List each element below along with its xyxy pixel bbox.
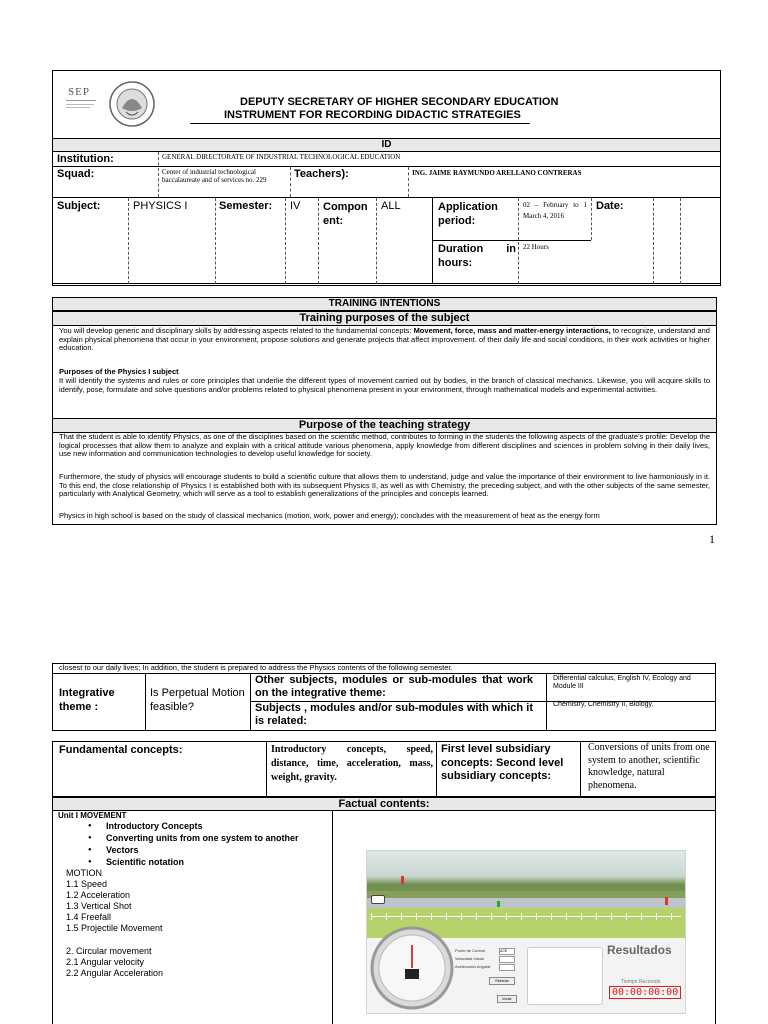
fundamental-label: Fundamental concepts: [59,744,183,756]
flag-icon [665,897,668,905]
list-item: ● Scientific notation [58,856,328,868]
duration-label: Duration in hours: [438,243,516,269]
squad-value: Center of industrial technological baccalaureate and of services no. 229 [162,168,267,184]
results-title: Resultados [607,943,672,957]
subsidiary-label: First level subsidiary concepts: Second level subsidiary concepts: [441,743,564,782]
strategy-heading [52,418,717,433]
id-table-grid [52,151,721,284]
flag-icon [401,876,404,884]
institution-value: GENERAL DIRECTORATE OF INDUSTRIAL TECHNOLOGICAL EDUCATION [162,153,401,161]
integrative-label: Integrative theme : [59,687,115,713]
factual-contents-list [58,811,328,979]
list-item: 1.5 Projectile Movement [66,923,163,933]
circular-title: 2. Circular movement [66,946,152,956]
field-label: Punto de Control [455,948,486,953]
semester-label: Semester: [219,200,273,212]
page-number: 1 [709,532,715,546]
related-value: Chemistry, Chemistry II, Biology. [553,701,654,708]
training-para1-a: You will develop generic and disciplinary skills by addressing aspects related to the fundamental concepts: [59,326,414,335]
factual-heading [52,797,716,811]
id-header [52,138,721,152]
date-label: Date: [596,200,624,212]
purposes-heading: Purposes of the Physics I subject [59,367,179,376]
subsidiary-value: Conversions of units from one system to another, scientific knowledge, natural phenomena. [588,742,710,791]
factual-heading-text: Factual contents: [338,798,430,810]
teachers-label: Teachers): [294,168,349,180]
car-icon [371,895,385,904]
list-item: 1.4 Freefall [66,912,112,922]
integrative-value: Is Perpetual Motion feasible? [150,687,245,713]
institution-label: Institution: [57,153,114,165]
list-item: 2.2 Angular Acceleration [66,968,164,978]
training-paragraph-1 [59,327,710,353]
start-button-label: Iniciar [502,997,512,1001]
subject-label: Subject: [57,200,101,212]
training-paragraph-5: Physics in high school is based on the study of classical mechanics (motion, work, power and energy); concludes with the measurement of heat as the energy form [59,512,600,520]
mexican-seal-icon [108,80,156,128]
field-label: Velocidad Inicial [455,956,484,961]
training-subheading [52,311,717,326]
speedometer-gauge [369,923,455,1013]
list-item: ● Converting units from one system to another [58,832,328,844]
training-heading-text: TRAINING INTENTIONS [328,298,441,309]
elapsed-time-label: Tiempo Recorrido [621,979,661,985]
results-panel [527,947,603,1005]
doc-title-2: INSTRUMENT FOR RECORDING DIDACTIC STRATEGIES [224,109,521,121]
motion-title: MOTION [66,868,102,878]
id-header-label: ID [381,139,392,150]
other-subjects-value: Differential calculus, English IV, Ecology and Module III [553,675,691,690]
sep-logo [60,78,160,130]
application-label: Application period: [438,201,498,227]
unit-bullets [58,820,328,868]
training-paragraph-3: That the student is able to identify Physics, as one of the disciplines based on the scientific method, contributes to forming in the students the following aspects of the graduate's profile: Develop the logical processes that allow them to analyze and explain with a critical attitude various phenomena, apply knowledge from different disciplines and sciences in problem solving in their daily lives, use new information and communication technologies to develop useful knowledge for society. [59,432,710,459]
subject-value: PHYSICS I [133,200,188,212]
reset-button[interactable] [489,977,515,985]
road [367,898,685,908]
training-para1-b: to recognize, understand and explain physical phenomena that occur in your environment, propose solutions and generate projects that affect improvement. of their daily life and social conditions, in their work activities or higher education. [59,326,710,353]
doc-title-1: DEPUTY SECRETARY OF HIGHER SECONDARY EDUCATION [240,96,559,108]
training-paragraph-2: It will identify the systems and rules or core principles that underlie the different types of movement carried out by bodies, in the branch of classical mechanics. Likewise, you will acquire skills to identify, pose, formulate and solve questions and/or problems related to physical phenomena present in your environment, through mathematical models and experimental activities. [59,376,710,394]
list-item: ● Vectors [58,844,328,856]
start-button[interactable] [497,995,517,1003]
application-value: 02 – February to 1 March 4, 2016 [523,201,587,220]
sep-logo-text: SEP [68,86,90,98]
sim-input[interactable] [499,964,515,971]
component-value: ALL [381,200,401,212]
training-paragraph-4: Furthermore, the study of physics will encourage students to build a scientific culture that allows them to understand, judge and value the importance of their environment to live harmoniously in it. To this end, the close relationship of Physics I is established both with its subsequent Physics II, as well as with Chemistry, the preceding subject, and with the other subjects of the same semester, particularly with Analytical Geometry, which will serve as a tool to establish generalizations of the principles and concepts learned. [59,472,710,499]
list-item: ● Introductory Concepts [58,820,328,832]
training-subheading-text: Training purposes of the subject [299,312,470,324]
sim-input[interactable] [499,956,515,963]
flag-icon [497,901,500,907]
continuation-text: closest to our daily lives; In addition, the student is prepared to address the Physics contents of the following semester. [59,663,453,672]
fundamental-value: Introductory concepts, speed, distance, time, acceleration, mass, weight, gravity. [271,744,433,783]
component-label: Compon ent: [323,201,368,227]
sim-select[interactable] [499,948,515,955]
related-label: Subjects , modules and/or sub-modules with which it is related: [255,702,533,727]
list-item: 1.3 Vertical Shot [66,901,132,911]
duration-value: 22 Hours [523,243,549,251]
training-heading [52,297,717,311]
squad-label: Squad: [57,168,95,180]
list-item: 1.2 Acceleration [66,890,131,900]
other-subjects-label: Other subjects, modules or sub-modules that work on the integrative theme: [255,674,533,699]
field-label: Aceleración Angular [455,964,491,969]
training-para1-bold: Movement, force, mass and matter-energy interactions, [413,326,611,335]
list-item: 1.1 Speed [66,879,108,889]
list-item: 2.1 Angular velocity [66,957,145,967]
elapsed-time-value: 00:00:00:00 [609,986,681,999]
reset-button-label: Reiniciar [495,979,509,983]
sim-select-value: ACE [500,949,508,953]
simulation-screenshot [366,850,686,1014]
unit-title: Unit I MOVEMENT [58,811,127,820]
teachers-value: ING. JAIME RAYMUNDO ARELLANO CONTRERAS [412,169,582,177]
semester-value: IV [290,200,301,212]
strategy-heading-text: Purpose of the teaching strategy [298,419,471,431]
